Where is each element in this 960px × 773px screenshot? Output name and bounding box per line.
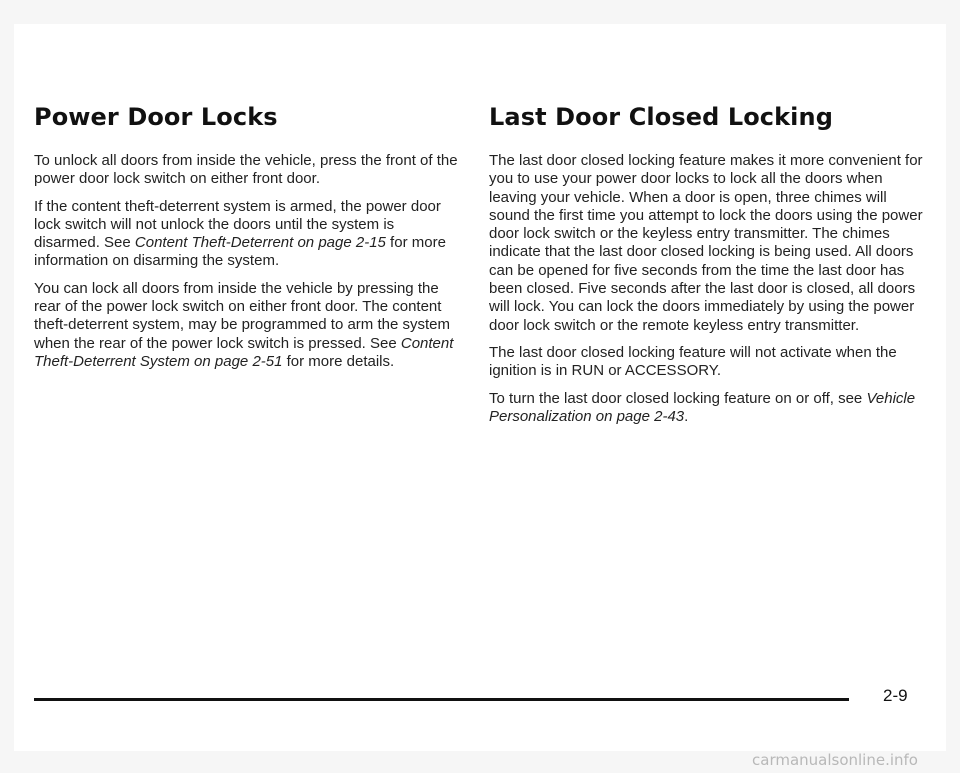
ignition-note-paragraph: The last door closed locking feature will not activate when the ignition is in RUN or ACCESSORY. (489, 343, 897, 380)
page-reference-link: Content Theft-Deterrent System on page 2-51 (34, 334, 454, 370)
theft-deterrent-paragraph (34, 198, 459, 271)
personalization-paragraph (489, 390, 929, 427)
lock-doors-paragraph (34, 280, 459, 371)
last-door-closed-locking-heading: Last Door Closed Locking (489, 103, 833, 131)
page-reference-link: Content Theft-Deterrent on page 2-15 (134, 234, 386, 252)
unlock-paragraph: To unlock all doors from inside the vehicle, press the front of the power door lock switch on either front door. (34, 152, 458, 188)
feature-description-paragraph: The last door closed locking feature makes it more convenient for you to use your power door locks to lock all the doors when leaving your vehicle. When a door is open, three chimes will sound the first time you attempt to lock the doors using the power door lock switch or the keyless entry transmitter. The chimes indicate that the last door closed locking is being used. All doors can be opened for five seconds from the time the last door has been closed. Five seconds after the last door is closed, all doors will lock. You can lock the doors immediately by using the power door lock switch or the remote keyless entry transmitter. (489, 152, 923, 334)
footer-rule (34, 698, 849, 701)
paragraph-text: To turn the last door closed locking feature on or off, see (489, 389, 867, 407)
page-number: 2-9 (883, 686, 908, 705)
page-reference-link: Vehicle Personalization on page 2-43 (489, 389, 916, 425)
power-door-locks-section (34, 102, 459, 380)
watermark-text: carmanualsonline.info (752, 751, 918, 769)
manual-page (14, 24, 946, 751)
paragraph-text: for more information on disarming the system. (34, 234, 446, 270)
power-door-locks-heading: Power Door Locks (34, 103, 278, 131)
paragraph-text: for more details. (282, 352, 395, 370)
paragraph-text: . (684, 407, 689, 425)
paragraph-text: If the content theft-deterrent system is armed, the power door lock switch will not unlock the doors until the system is disarmed. See (34, 197, 441, 252)
last-door-closed-locking-section (489, 102, 929, 435)
paragraph-text: You can lock all doors from inside the vehicle by pressing the rear of the power lock switch on either front door. The content theft-deterrent system, may be programmed to arm the system when the rear of the power lock switch is pressed. See (34, 279, 450, 352)
